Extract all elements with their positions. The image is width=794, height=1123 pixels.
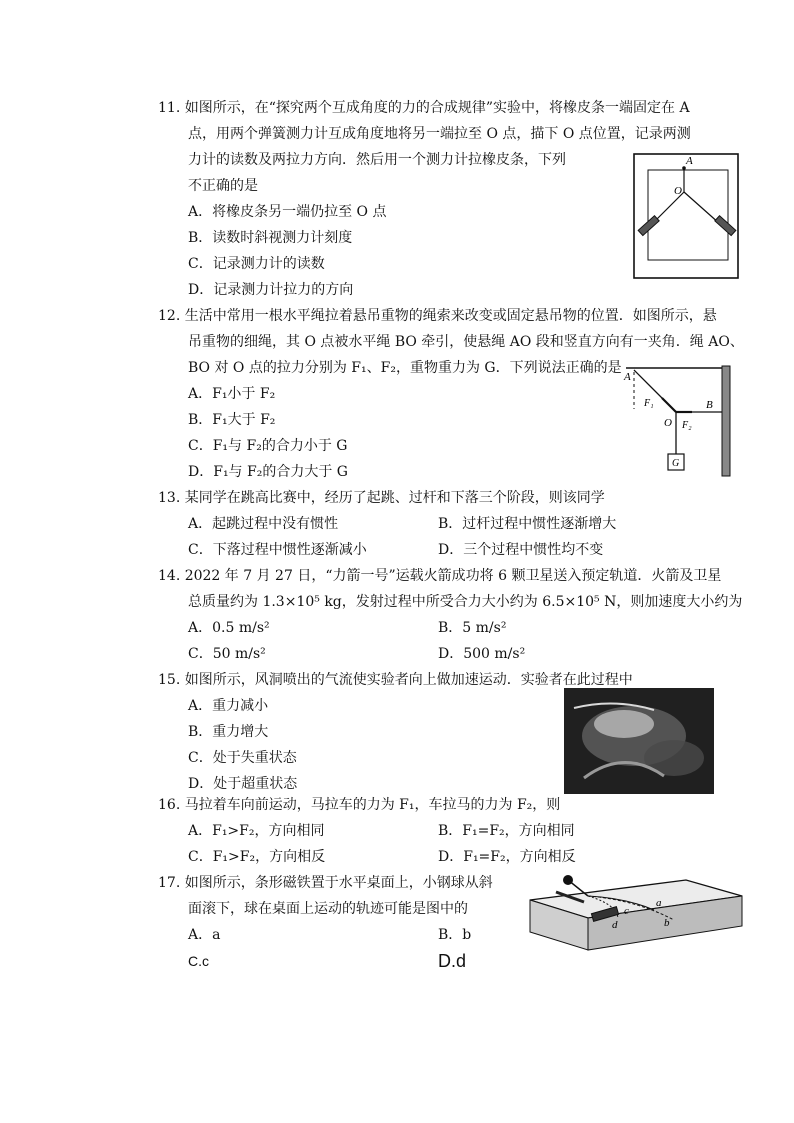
q15-option-a: A．重力减小 [188,698,269,714]
question-14 [158,563,758,667]
q17-line-1: 17. 如图所示，条形磁铁置于水平桌面上，小钢球从斜 [158,875,493,891]
q13-option-d: D．三个过程中惯性均不变 [438,542,604,558]
q13-option-c: C．下落过程中惯性逐渐减小 [188,542,367,558]
q14-option-d: D．500 m/s² [438,646,526,662]
question-16 [158,792,758,870]
q11-option-a: A．将橡皮条另一端仍拉至 O 点 [188,204,387,220]
q11-line-1: 11. 如图所示，在“探究两个互成角度的力的合成规律”实验中，将橡皮条一端固定在 A [158,100,690,116]
q12-label-o: O [664,417,672,429]
q11-option-d: D．记录测力计拉力的方向 [188,282,354,298]
q11-label-a: A [686,155,693,167]
q12-label-f2: F₂ [682,420,692,431]
q12-option-a: A．F₁小于 F₂ [188,386,276,402]
q12-label-b: B [706,399,713,411]
q14-line-1: 14. 2022 年 7 月 27 日，“力箭一号”运载火箭成功将 6 颗卫星送入预定轨道．火箭及卫星 [158,568,722,584]
q11-option-c: C．记录测力计的读数 [188,256,325,272]
q15-option-d: D．处于超重状态 [188,776,298,792]
q15-stem: 15. 如图所示，风洞喷出的气流使实验者向上做加速运动．实验者在此过程中 [158,672,633,688]
q16-option-d: D．F₁=F₂，方向相反 [438,849,576,865]
q11-line-3: 力计的读数及两拉力方向．然后用一个测力计拉橡皮条，下列 [188,152,566,168]
q17-figure-magnet-table [526,870,748,952]
q17-label-a: a [656,897,662,909]
q17-option-d: D.d [438,951,467,971]
q12-line-3: BO 对 O 点的拉力分别为 F₁、F₂，重物重力为 G．下列说法正确的是 [188,360,622,376]
q14-option-a: A．0.5 m/s² [188,620,270,636]
q12-figure-rope [618,364,738,479]
q14-option-b: B．5 m/s² [438,620,507,636]
q16-option-c: C．F₁>F₂，方向相反 [188,849,326,865]
q17-label-d: d [612,919,618,931]
q15-option-b: B．重力增大 [188,724,269,740]
q13-option-b: B．过杆过程中惯性逐渐增大 [438,516,617,532]
q12-line-2: 吊重物的细绳，其 O 点被水平绳 BO 牵引，使悬绳 AO 段和竖直方向有一夹角．绳 AO、 [188,334,744,350]
q13-stem: 13. 某同学在跳高比赛中，经历了起跳、过杆和下落三个阶段，则该同学 [158,490,605,506]
question-13 [158,485,758,563]
q12-label-g: G [672,458,680,469]
q11-option-b: B．读数时斜视测力计刻度 [188,230,353,246]
q14-option-c: C．50 m/s² [188,646,266,662]
q15-wind-tunnel-photo [564,688,714,794]
q16-stem: 16. 马拉着车向前运动，马拉车的力为 F₁，车拉马的力为 F₂，则 [158,797,561,813]
q17-option-b: B．b [438,927,472,943]
q11-line-2: 点，用两个弹簧测力计互成角度地将另一端拉至 O 点，描下 O 点位置，记录两测 [188,126,691,142]
q11-line-4: 不正确的是 [188,178,258,194]
q11-figure-force-board [632,152,742,282]
q14-line-2: 总质量约为 1.3×10⁵ kg，发射过程中所受合力大小约为 6.5×10⁵ N，则加速度大小约为 [188,594,743,610]
q17-label-c: c [624,905,629,917]
q11-label-o: O [674,185,682,197]
q17-line-2: 面滚下，球在桌面上运动的轨迹可能是图中的 [188,901,468,917]
q17-label-b: b [664,917,670,929]
q17-option-a: A．a [188,927,221,943]
q12-label-f1: F₁ [644,398,654,409]
q12-line-1: 12. 生活中常用一根水平绳拉着悬吊重物的绳索来改变或固定悬吊物的位置．如图所示，悬 [158,308,717,324]
q12-option-d: D．F₁与 F₂的合力大于 G [188,464,348,480]
q16-option-a: A．F₁>F₂，方向相同 [188,823,325,839]
q17-option-c: C.c [188,953,209,969]
q15-option-c: C．处于失重状态 [188,750,297,766]
q16-option-b: B．F₁=F₂，方向相同 [438,823,575,839]
q12-label-a: A [624,371,631,383]
q13-option-a: A．起跳过程中没有惯性 [188,516,339,532]
q12-option-b: B．F₁大于 F₂ [188,412,276,428]
q12-option-c: C．F₁与 F₂的合力小于 G [188,438,348,454]
